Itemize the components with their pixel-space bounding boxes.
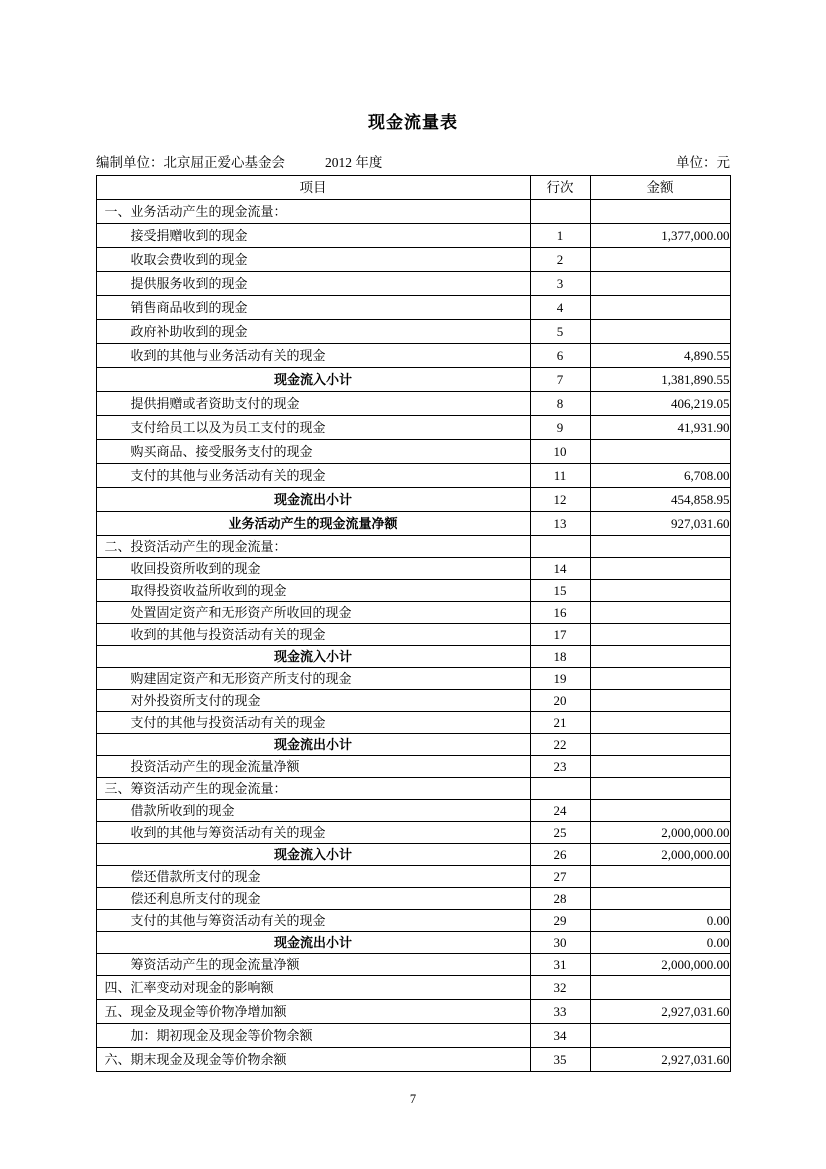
- row-item-label: 收到的其他与投资活动有关的现金: [96, 624, 530, 646]
- row-line-number: 25: [530, 822, 590, 844]
- row-amount: [590, 712, 730, 734]
- row-item-label: 销售商品收到的现金: [96, 296, 530, 320]
- row-line-number: 6: [530, 344, 590, 368]
- table-row: [96, 440, 730, 464]
- row-line-number: 28: [530, 888, 590, 910]
- row-line-number: 15: [530, 580, 590, 602]
- row-item-label: 二、投资活动产生的现金流量：: [96, 536, 530, 558]
- table-row: [96, 866, 730, 888]
- table-body: [96, 200, 730, 1072]
- table-row: [96, 712, 730, 734]
- row-item-label: 筹资活动产生的现金流量净额: [96, 954, 530, 976]
- row-amount: [590, 756, 730, 778]
- row-line-number: 27: [530, 866, 590, 888]
- row-line-number: 9: [530, 416, 590, 440]
- row-line-number: 3: [530, 272, 590, 296]
- table-row: [96, 248, 730, 272]
- table-row: [96, 624, 730, 646]
- table-row: [96, 800, 730, 822]
- row-line-number: 16: [530, 602, 590, 624]
- row-amount: [590, 866, 730, 888]
- row-amount: [590, 778, 730, 800]
- row-item-label: 三、筹资活动产生的现金流量：: [96, 778, 530, 800]
- column-header-item: 项目: [96, 176, 530, 200]
- row-line-number: 23: [530, 756, 590, 778]
- row-line-number: 8: [530, 392, 590, 416]
- table-row: [96, 976, 730, 1000]
- table-row: [96, 272, 730, 296]
- table-row: [96, 778, 730, 800]
- row-item-label: 收取会费收到的现金: [96, 248, 530, 272]
- row-item-label: 支付给员工以及为员工支付的现金: [96, 416, 530, 440]
- row-amount: [590, 888, 730, 910]
- row-amount: [590, 320, 730, 344]
- row-amount: 1,381,890.55: [590, 368, 730, 392]
- table-row: [96, 464, 730, 488]
- row-item-label: 购买商品、接受服务支付的现金: [96, 440, 530, 464]
- table-row: [96, 932, 730, 954]
- column-header-line: 行次: [530, 176, 590, 200]
- table-row: [96, 392, 730, 416]
- row-amount: 927,031.60: [590, 512, 730, 536]
- row-item-label: 支付的其他与业务活动有关的现金: [96, 464, 530, 488]
- row-amount: [590, 690, 730, 712]
- row-line-number: 12: [530, 488, 590, 512]
- table-row: [96, 368, 730, 392]
- row-amount: [590, 800, 730, 822]
- preparer-info: [96, 151, 285, 171]
- row-line-number: 18: [530, 646, 590, 668]
- table-row: [96, 690, 730, 712]
- row-line-number: 21: [530, 712, 590, 734]
- table-row: [96, 558, 730, 580]
- row-line-number: 1: [530, 224, 590, 248]
- column-header-amount: 金额: [590, 176, 730, 200]
- table-row: [96, 512, 730, 536]
- table-row: [96, 910, 730, 932]
- preparer-label: 编制单位：: [96, 155, 164, 170]
- row-amount: [590, 646, 730, 668]
- row-line-number: 2: [530, 248, 590, 272]
- row-item-label: 提供服务收到的现金: [96, 272, 530, 296]
- row-item-label: 现金流入小计: [96, 368, 530, 392]
- row-line-number: 5: [530, 320, 590, 344]
- row-amount: 41,931.90: [590, 416, 730, 440]
- row-item-label: 现金流出小计: [96, 932, 530, 954]
- cash-flow-table: [96, 175, 731, 1072]
- row-item-label: 收到的其他与业务活动有关的现金: [96, 344, 530, 368]
- row-item-label: 五、现金及现金等价物净增加额: [96, 1000, 530, 1024]
- row-item-label: 偿还借款所支付的现金: [96, 866, 530, 888]
- table-row: [96, 756, 730, 778]
- table-row: [96, 954, 730, 976]
- row-amount: [590, 602, 730, 624]
- row-amount: [590, 200, 730, 224]
- row-item-label: 现金流入小计: [96, 646, 530, 668]
- row-item-label: 对外投资所支付的现金: [96, 690, 530, 712]
- row-item-label: 加：期初现金及现金等价物余额: [96, 1024, 530, 1048]
- row-amount: 2,000,000.00: [590, 954, 730, 976]
- row-item-label: 六、期末现金及现金等价物余额: [96, 1048, 530, 1072]
- table-row: [96, 580, 730, 602]
- row-line-number: 14: [530, 558, 590, 580]
- row-line-number: [530, 778, 590, 800]
- table-row: [96, 844, 730, 866]
- table-row: [96, 320, 730, 344]
- table-row: [96, 224, 730, 248]
- row-line-number: 30: [530, 932, 590, 954]
- row-item-label: 支付的其他与筹资活动有关的现金: [96, 910, 530, 932]
- row-item-label: 业务活动产生的现金流量净额: [96, 512, 530, 536]
- row-amount: [590, 558, 730, 580]
- table-row: [96, 1000, 730, 1024]
- row-item-label: 接受捐赠收到的现金: [96, 224, 530, 248]
- row-line-number: 24: [530, 800, 590, 822]
- row-amount: 4,890.55: [590, 344, 730, 368]
- page-number: 7: [409, 1092, 417, 1106]
- row-amount: 454,858.95: [590, 488, 730, 512]
- table-row: [96, 1024, 730, 1048]
- table-row: [96, 734, 730, 756]
- row-item-label: 投资活动产生的现金流量净额: [96, 756, 530, 778]
- row-item-label: 借款所收到的现金: [96, 800, 530, 822]
- table-row: [96, 668, 730, 690]
- row-item-label: 提供捐赠或者资助支付的现金: [96, 392, 530, 416]
- row-line-number: 20: [530, 690, 590, 712]
- row-item-label: 现金流出小计: [96, 488, 530, 512]
- period-label: 2012 年度: [325, 155, 383, 170]
- row-line-number: 31: [530, 954, 590, 976]
- row-item-label: 支付的其他与投资活动有关的现金: [96, 712, 530, 734]
- row-item-label: 偿还利息所支付的现金: [96, 888, 530, 910]
- table-header-row: [96, 176, 730, 200]
- row-amount: 0.00: [590, 910, 730, 932]
- row-amount: [590, 440, 730, 464]
- row-item-label: 收到的其他与筹资活动有关的现金: [96, 822, 530, 844]
- row-amount: 2,927,031.60: [590, 1048, 730, 1072]
- row-line-number: 29: [530, 910, 590, 932]
- row-line-number: 35: [530, 1048, 590, 1072]
- row-line-number: [530, 200, 590, 224]
- row-amount: 0.00: [590, 932, 730, 954]
- row-line-number: 10: [530, 440, 590, 464]
- unit-label: 单位：元: [676, 155, 730, 170]
- row-amount: [590, 296, 730, 320]
- row-amount: [590, 580, 730, 602]
- row-amount: [590, 734, 730, 756]
- row-line-number: 4: [530, 296, 590, 320]
- row-amount: [590, 248, 730, 272]
- row-amount: 2,000,000.00: [590, 844, 730, 866]
- page-title: 现金流量表: [368, 113, 458, 132]
- row-line-number: 26: [530, 844, 590, 866]
- row-line-number: 7: [530, 368, 590, 392]
- row-item-label: 购建固定资产和无形资产所支付的现金: [96, 668, 530, 690]
- table-row: [96, 602, 730, 624]
- row-amount: [590, 668, 730, 690]
- row-line-number: 34: [530, 1024, 590, 1048]
- row-line-number: [530, 536, 590, 558]
- row-amount: [590, 624, 730, 646]
- row-amount: 2,000,000.00: [590, 822, 730, 844]
- table-row: [96, 536, 730, 558]
- row-line-number: 22: [530, 734, 590, 756]
- row-line-number: 33: [530, 1000, 590, 1024]
- row-line-number: 11: [530, 464, 590, 488]
- row-line-number: 13: [530, 512, 590, 536]
- table-row: [96, 1048, 730, 1072]
- row-amount: [590, 976, 730, 1000]
- row-item-label: 现金流出小计: [96, 734, 530, 756]
- row-item-label: 取得投资收益所收到的现金: [96, 580, 530, 602]
- row-item-label: 一、业务活动产生的现金流量：: [96, 200, 530, 224]
- row-amount: [590, 272, 730, 296]
- table-row: [96, 344, 730, 368]
- row-item-label: 现金流入小计: [96, 844, 530, 866]
- row-line-number: 19: [530, 668, 590, 690]
- row-amount: 406,219.05: [590, 392, 730, 416]
- table-row: [96, 888, 730, 910]
- row-line-number: 17: [530, 624, 590, 646]
- document-meta: [96, 151, 730, 171]
- row-amount: [590, 1024, 730, 1048]
- table-row: [96, 416, 730, 440]
- row-amount: 6,708.00: [590, 464, 730, 488]
- table-row: [96, 296, 730, 320]
- table-row: [96, 822, 730, 844]
- row-amount: [590, 536, 730, 558]
- row-item-label: 收回投资所收到的现金: [96, 558, 530, 580]
- table-row: [96, 646, 730, 668]
- row-item-label: 政府补助收到的现金: [96, 320, 530, 344]
- preparer-name: 北京屈正爱心基金会: [163, 155, 285, 170]
- row-amount: 1,377,000.00: [590, 224, 730, 248]
- table-row: [96, 200, 730, 224]
- table-row: [96, 488, 730, 512]
- row-item-label: 四、汇率变动对现金的影响额: [96, 976, 530, 1000]
- row-line-number: 32: [530, 976, 590, 1000]
- row-item-label: 处置固定资产和无形资产所收回的现金: [96, 602, 530, 624]
- row-amount: 2,927,031.60: [590, 1000, 730, 1024]
